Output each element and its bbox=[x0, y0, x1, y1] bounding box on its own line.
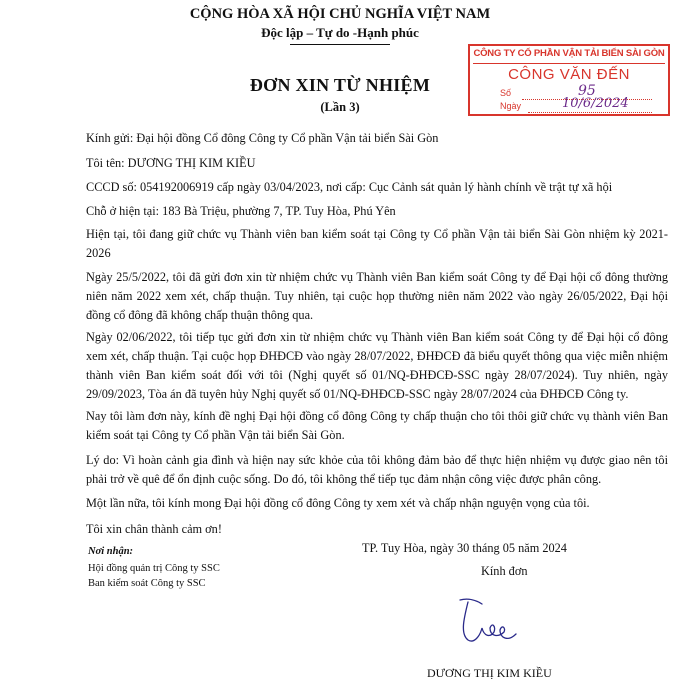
applicant-name: Tôi tên: DƯƠNG THỊ KIM KIỀU bbox=[86, 156, 256, 170]
signer-name: DƯƠNG THỊ KIM KIỀU bbox=[427, 666, 552, 680]
stamp-number-value: 95 bbox=[578, 83, 596, 99]
current-position: Hiện tại, tôi đang giữ chức vụ Thành viên ban kiểm soát tại Công ty Cổ phần Vận tải biển Sài Gòn nhiệm kỳ 2021-2026 bbox=[86, 227, 668, 260]
regards: Kính đơn bbox=[481, 564, 528, 578]
stamp-number-label: Số bbox=[500, 88, 512, 98]
history-paragraph-2: Ngày 02/06/2022, tôi tiếp tục gửi đơn xin từ nhiệm chức vụ Thành viên Ban kiểm soát Công ty để Đại hội cổ đông xem xét, chấp thuận. Tại cuộc họp ĐHĐCĐ vào ngày 28/07/2022, ĐHĐCĐ đã biểu quyết thông qua việc miễn nhiệm thành viên Ban kiểm soát đối với tôi (Nghị quyết số 01/NQ-ĐHĐCĐ-SSC ngày 28/07/2024). Tuy nhiên, ngày 29/09/2023, Tòa án đã tuyên hủy Nghị quyết số 01/NQ-ĐHĐCĐ-SSC ngày 28/07/2024 của ĐHĐCĐ Công ty. bbox=[86, 330, 668, 401]
recipient-item: Hội đồng quản trị Công ty SSC bbox=[88, 563, 220, 574]
id-card-info: CCCD số: 054192006919 cấp ngày 03/04/2023, nơi cấp: Cục Cảnh sát quản lý hành chính về trật tự xã hội bbox=[86, 180, 613, 194]
recipients-list bbox=[88, 561, 220, 591]
addressee: Kính gửi: Đại hội đồng Cổ đông Công ty Cổ phần Vận tải biển Sài Gòn bbox=[86, 131, 439, 145]
appeal-paragraph: Một lần nữa, tôi kính mong Đại hội đồng cổ đông Công ty xem xét và chấp nhận nguyện vọng của tôi. bbox=[86, 496, 590, 510]
stamp-company: CÔNG TY CỔ PHẦN VẬN TẢI BIỂN SÀI GÒN bbox=[473, 48, 665, 59]
stamp-divider bbox=[473, 63, 665, 64]
stamp-label: CÔNG VĂN ĐẾN bbox=[508, 66, 630, 83]
reason-paragraph: Lý do: Vì hoàn cảnh gia đình và hiện nay sức khỏe của tôi không đảm bảo để thực hiện nhiệm vụ được giao nên tôi phải trở về quê để ổn định cuộc sống. Do đó, tôi không thể tiếp tục đảm nhận công việc được phân công. bbox=[86, 453, 668, 486]
current-address: Chỗ ở hiện tại: 183 Bà Triệu, phường 7, TP. Tuy Hòa, Phú Yên bbox=[86, 204, 396, 218]
national-title: CỘNG HÒA XÃ HỘI CHỦ NGHĨA VIỆT NAM bbox=[189, 6, 491, 22]
document-subtitle: (Lần 3) bbox=[320, 100, 360, 114]
history-paragraph-1: Ngày 25/5/2022, tôi đã gửi đơn xin từ nhiệm chức vụ Thành viên Ban kiểm soát Công ty để Đại hội cổ đông thường niên năm 2022 xem xét, chấp thuận. Tuy nhiên, tại cuộc họp thường niên năm 2022 vào ngày 26/05/2022, Đại hội đồng cổ đông đã không chấp thuận thông qua. bbox=[86, 270, 668, 322]
national-motto: Độc lập – Tự do -Hạnh phúc bbox=[261, 25, 419, 40]
document-title: ĐƠN XIN TỪ NHIỆM bbox=[249, 75, 431, 95]
request-paragraph: Nay tôi làm đơn này, kính đề nghị Đại hội đồng cổ đông Công ty chấp thuận cho tôi thôi giữ chức vụ thành viên Ban kiểm soát tại Công ty Cổ phần Vận tải biển Sài Gòn. bbox=[86, 409, 668, 442]
place-and-date: TP. Tuy Hòa, ngày 30 tháng 05 năm 2024 bbox=[362, 541, 567, 555]
stamp-date-label: Ngày bbox=[500, 101, 522, 111]
stamp-date-value: 10/6/2024 bbox=[562, 96, 629, 111]
recipients-title: Nơi nhận: bbox=[88, 546, 134, 557]
handwritten-signature bbox=[446, 588, 526, 658]
recipient-item: Ban kiểm soát Công ty SSC bbox=[88, 578, 206, 589]
thanks-paragraph: Tôi xin chân thành cảm ơn! bbox=[86, 522, 222, 536]
motto-underline bbox=[290, 44, 390, 45]
